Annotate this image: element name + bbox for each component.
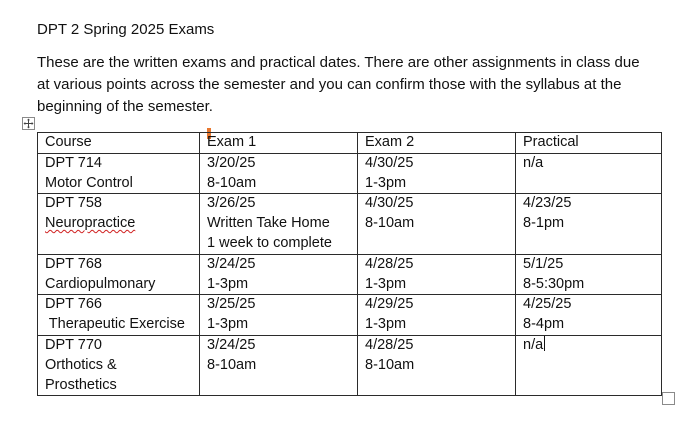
practical-cell[interactable] xyxy=(516,254,662,295)
intro-line: beginning of the semester. xyxy=(37,98,213,115)
course-name: Orthotics & xyxy=(45,356,117,373)
four-way-arrow-icon xyxy=(23,118,34,129)
course-code: DPT 770 xyxy=(45,336,102,353)
course-cell[interactable] xyxy=(38,335,200,395)
header-label: Exam 2 xyxy=(365,134,415,150)
table-row xyxy=(38,153,662,194)
header-label: Course xyxy=(45,134,92,150)
exam1-cell[interactable] xyxy=(200,153,358,194)
exam2-time: 1-3pm xyxy=(365,275,407,292)
exam1-cell[interactable] xyxy=(200,254,358,295)
intro-paragraph xyxy=(37,52,667,118)
course-code: DPT 758 xyxy=(45,195,102,212)
exam1-note: 1 week to complete xyxy=(207,234,332,251)
exam1-time: 1-3pm xyxy=(207,316,249,333)
course-code: DPT 714 xyxy=(45,154,102,171)
exam1-date: 3/24/25 xyxy=(207,336,256,353)
exam1-cell[interactable] xyxy=(200,295,358,336)
course-name: Therapeutic Exercise xyxy=(45,316,185,333)
header-cell-practical[interactable] xyxy=(516,133,662,154)
practical-date: 4/23/25 xyxy=(523,195,572,212)
exam2-cell[interactable] xyxy=(358,335,516,395)
practical-date-line xyxy=(523,336,661,356)
table-row xyxy=(38,194,662,254)
exam1-time: 8-10am xyxy=(207,356,257,373)
exam1-date: 3/20/25 xyxy=(207,154,256,171)
header-cell-exam2[interactable] xyxy=(358,133,516,154)
table-move-handle-icon[interactable] xyxy=(22,117,35,130)
practical-time: 8-4pm xyxy=(523,316,565,333)
practical-cell[interactable] xyxy=(516,295,662,336)
practical-time: 8-1pm xyxy=(523,215,565,232)
exam2-time: 8-10am xyxy=(365,356,415,373)
header-label: Exam 1 xyxy=(207,134,257,150)
header-cell-course[interactable] xyxy=(38,133,200,154)
course-cell[interactable] xyxy=(38,194,200,254)
exam1-date: 3/26/25 xyxy=(207,195,256,212)
exam2-date: 4/29/25 xyxy=(365,296,414,313)
exam1-date: 3/25/25 xyxy=(207,296,256,313)
text-cursor xyxy=(544,336,545,351)
exam1-cell[interactable] xyxy=(200,194,358,254)
practical-cell[interactable] xyxy=(516,153,662,194)
course-cell[interactable] xyxy=(38,254,200,295)
practical-cell[interactable] xyxy=(516,335,662,395)
course-cell[interactable] xyxy=(38,153,200,194)
exam2-cell[interactable] xyxy=(358,254,516,295)
exam2-date: 4/30/25 xyxy=(365,154,414,171)
practical-date: n/a xyxy=(523,336,544,353)
exam2-cell[interactable] xyxy=(358,194,516,254)
exam2-date: 4/28/25 xyxy=(365,336,414,353)
exam2-time: 1-3pm xyxy=(365,316,407,333)
practical-date: 5/1/25 xyxy=(523,255,564,272)
course-name-continued: Prosthetics xyxy=(45,376,117,393)
exam-schedule-table xyxy=(37,132,662,396)
course-name: Motor Control xyxy=(45,174,133,191)
exam2-time: 8-10am xyxy=(365,215,415,232)
exam2-cell[interactable] xyxy=(358,153,516,194)
header-cell-exam1[interactable] xyxy=(200,133,358,154)
practical-time: 8-5:30pm xyxy=(523,275,585,292)
course-name: Cardiopulmonary xyxy=(45,275,156,292)
course-code: DPT 766 xyxy=(45,296,102,313)
practical-date: 4/25/25 xyxy=(523,296,572,313)
exam1-cell[interactable] xyxy=(200,335,358,395)
exam2-date: 4/28/25 xyxy=(365,255,414,272)
misspelled-word[interactable]: Neuropractice xyxy=(45,215,136,232)
exam2-cell[interactable] xyxy=(358,295,516,336)
exam2-date: 4/30/25 xyxy=(365,195,414,212)
exam1-time: 8-10am xyxy=(207,174,257,191)
course-code: DPT 768 xyxy=(45,255,102,272)
table-row xyxy=(38,295,662,336)
table-row xyxy=(38,254,662,295)
exam1-date: 3/24/25 xyxy=(207,255,256,272)
practical-date: n/a xyxy=(523,154,544,171)
header-label: Practical xyxy=(523,134,579,150)
intro-line: These are the written exams and practical dates. There are other assignments in class due xyxy=(37,54,640,71)
exam1-format: Written Take Home xyxy=(207,215,330,232)
exam1-time: 1-3pm xyxy=(207,275,249,292)
table-row xyxy=(38,335,662,395)
table-header-row xyxy=(38,133,662,154)
course-name xyxy=(45,214,199,234)
course-cell[interactable] xyxy=(38,295,200,336)
document-title: DPT 2 Spring 2025 Exams xyxy=(37,21,215,38)
practical-cell[interactable] xyxy=(516,194,662,254)
intro-line: at various points across the semester and you can confirm those with the syllabus at the xyxy=(37,76,622,93)
exam2-time: 1-3pm xyxy=(365,174,407,191)
table-resize-handle-icon[interactable] xyxy=(662,392,675,405)
